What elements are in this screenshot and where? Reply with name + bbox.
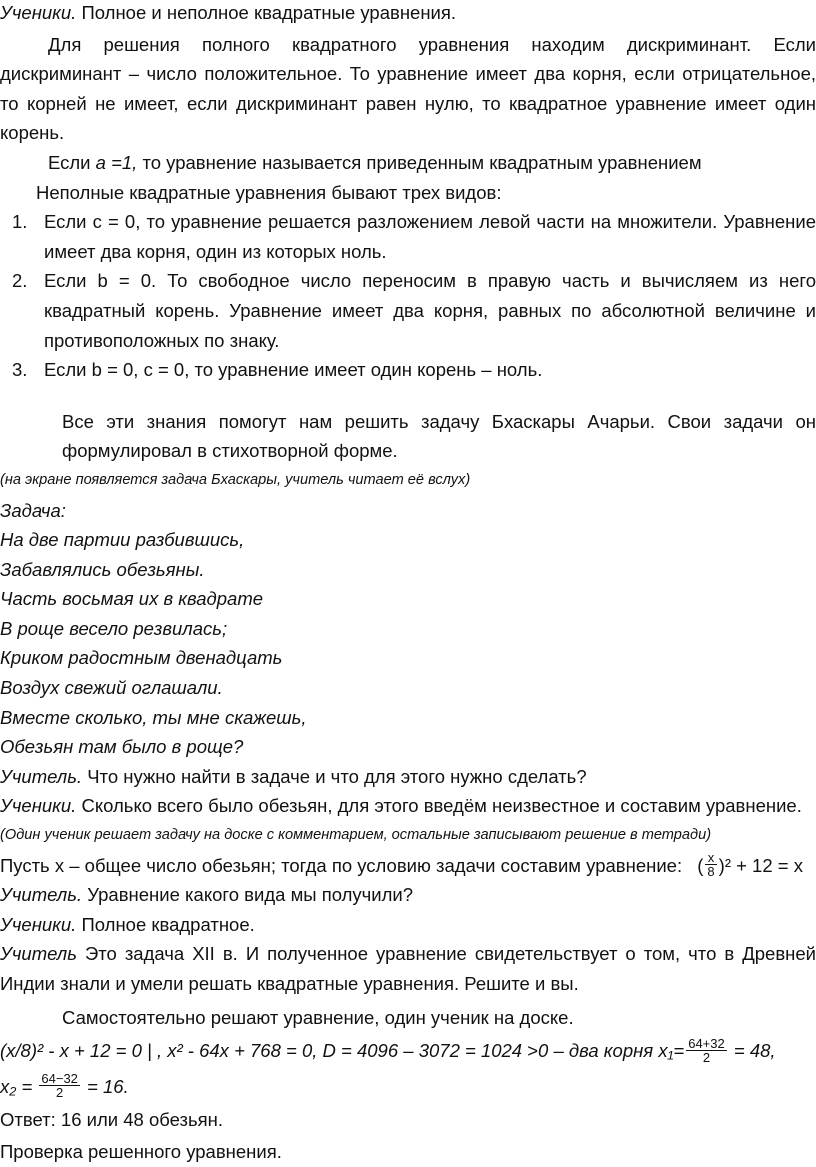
fraction-denominator: 8 bbox=[707, 864, 715, 880]
para4-line2: формулировал в стихотворной форме. bbox=[62, 440, 398, 462]
list-item-text: Если с = 0, то уравнение решается разложением левой части на множители. Уравнение bbox=[44, 211, 816, 233]
speaker-label: Ученики. bbox=[0, 2, 77, 23]
list-item-3-line1 bbox=[0, 355, 816, 385]
para1-line1: Для решения полного квадратного уравнения находим дискриминант. Если bbox=[48, 33, 816, 55]
fraction-x-over-8 bbox=[705, 851, 716, 878]
dialog-line-5a bbox=[0, 939, 816, 969]
para2-condition: a =1, bbox=[95, 151, 138, 173]
dialog-line-4 bbox=[0, 910, 816, 940]
list-item-2-line2: квадратный корень. Уравнение имеет два корня, равных по абсолютной величине и bbox=[44, 299, 816, 321]
fraction-numerator: 64+32 bbox=[688, 1035, 725, 1051]
poem-line: Вместе сколько, ты мне скажешь, bbox=[0, 706, 307, 728]
intro-line bbox=[0, 0, 816, 28]
solution-text: = 48, bbox=[728, 1040, 776, 1062]
poem-line: Воздух свежий оглашали. bbox=[0, 677, 223, 699]
fraction-numerator: x bbox=[705, 851, 716, 865]
poem-line: Задача: bbox=[0, 499, 66, 521]
poem-line: Часть восьмая их в квадрате bbox=[0, 588, 264, 610]
para2-line bbox=[0, 148, 816, 178]
fraction-numerator: 64−32 bbox=[41, 1071, 78, 1087]
answer-line: Ответ: 16 или 48 обезьян. bbox=[0, 1109, 224, 1131]
list-item-1-line1 bbox=[0, 207, 816, 237]
solution-line-1 bbox=[0, 1036, 816, 1066]
speaker-label: Ученики. bbox=[0, 913, 77, 935]
para1-line2: дискриминант – число положительное. То уравнение имеет два корня, если отрицательное, bbox=[0, 63, 816, 85]
dialog-text: Сколько всего было обезьян, для этого введём неизвестное и составим уравнение. bbox=[76, 795, 802, 817]
solution-text: x₂ = bbox=[0, 1075, 38, 1097]
dialog-text: Что нужно найти в задаче и что для этого нужно сделать? bbox=[82, 765, 587, 787]
list-item-text: Если b = 0, с = 0, то уравнение имеет один корень – ноль. bbox=[44, 359, 543, 381]
solution-text: (x/8)² - x + 12 = 0 | , x² - 64x + 768 = 0, D = 4096 – 3072 = 1024 bbox=[0, 1040, 528, 1062]
dialog-line-5b: Индии знали и умели решать квадратные уравнения. Решите и вы. bbox=[0, 973, 579, 994]
dialog-text: Полное квадратное. bbox=[76, 913, 255, 935]
speaker-label: Учитель. bbox=[0, 884, 83, 906]
para2-suffix: то уравнение называется приведенным квадратным уравнением bbox=[137, 151, 702, 173]
poem-line: Забавлялись обезьяны. bbox=[0, 558, 205, 580]
fraction-x1 bbox=[686, 1037, 727, 1064]
equation-intro-text: Пусть x – общее число обезьян; тогда по условию задачи составим уравнение: bbox=[0, 854, 683, 876]
fraction-denominator: 2 bbox=[702, 1049, 711, 1065]
list-item-text: Если b = 0. То свободное число переносим в правую часть и вычисляем из него bbox=[44, 270, 816, 292]
para5-line: Самостоятельно решают уравнение, один ученик на доске. bbox=[62, 1006, 574, 1028]
spacer bbox=[0, 385, 816, 407]
poem-line: Обезьян там было в роще? bbox=[0, 736, 244, 758]
intro-text: Полное и неполное квадратные уравнения. bbox=[76, 2, 457, 23]
fraction-x2 bbox=[39, 1072, 80, 1099]
list-item-2-line3: противоположных по знаку. bbox=[44, 329, 280, 351]
equation-line: Пусть x – общее число обезьян; тогда по условию задачи составим уравнение: ( $\frac{x}{8}$ )² + 12 = x bbox=[0, 850, 803, 880]
solution-text: 0 – два корня x₁= bbox=[538, 1040, 685, 1062]
list-item-2-line1 bbox=[0, 266, 816, 296]
dialog-text: Уравнение какого вида мы получили? bbox=[82, 884, 414, 906]
para3-line: Неполные квадратные уравнения бывают трех видов: bbox=[36, 181, 502, 203]
greater-than-sign: ˃ bbox=[527, 1040, 539, 1062]
para2-prefix: Если bbox=[48, 151, 96, 173]
poem-line: В роще весело резвилась; bbox=[0, 617, 228, 639]
poem-line: Криком радостным двенадцать bbox=[0, 647, 283, 669]
dialog-line-3 bbox=[0, 880, 816, 910]
solution-text: = 16. bbox=[81, 1075, 129, 1097]
dialog-line-1 bbox=[0, 762, 816, 792]
dialog-line-2 bbox=[0, 791, 816, 821]
dialog-text: Это задача XII в. И полученное уравнение свидетельствует о том, что в Древней bbox=[76, 943, 816, 965]
stage-note-2: (Один ученик решает задачу на доске с комментарием, остальные записывают решение в тетради) bbox=[0, 827, 712, 844]
stage-note-1: (на экране появляется задача Бхаскары, учитель читает её вслух) bbox=[0, 471, 471, 488]
list-number: 3. bbox=[12, 359, 28, 381]
check-line: Проверка решенного уравнения. bbox=[0, 1140, 282, 1162]
equation-tail: ² + 12 = x bbox=[724, 854, 803, 876]
speaker-label: Ученики. bbox=[0, 795, 77, 817]
para1-line4: корень. bbox=[0, 122, 65, 144]
para4-line1: Все эти знания помогут нам решить задачу Бхаскары Ачарьи. Свои задачи он bbox=[62, 410, 816, 432]
fraction-denominator: 2 bbox=[56, 1085, 64, 1101]
poem-line: На две партии разбившись, bbox=[0, 529, 245, 551]
list-item-1-line2: имеет два корня, один из которых ноль. bbox=[44, 240, 387, 262]
list-number: 2. bbox=[12, 270, 28, 292]
speaker-label: Учитель bbox=[0, 943, 77, 965]
list-number: 1. bbox=[12, 211, 28, 233]
para1-line3: то корней не имеет, если дискриминант равен нулю, то квадратное уравнение имеет один bbox=[0, 92, 816, 114]
speaker-label: Учитель. bbox=[0, 765, 83, 787]
solution-line-2 bbox=[0, 1072, 816, 1102]
